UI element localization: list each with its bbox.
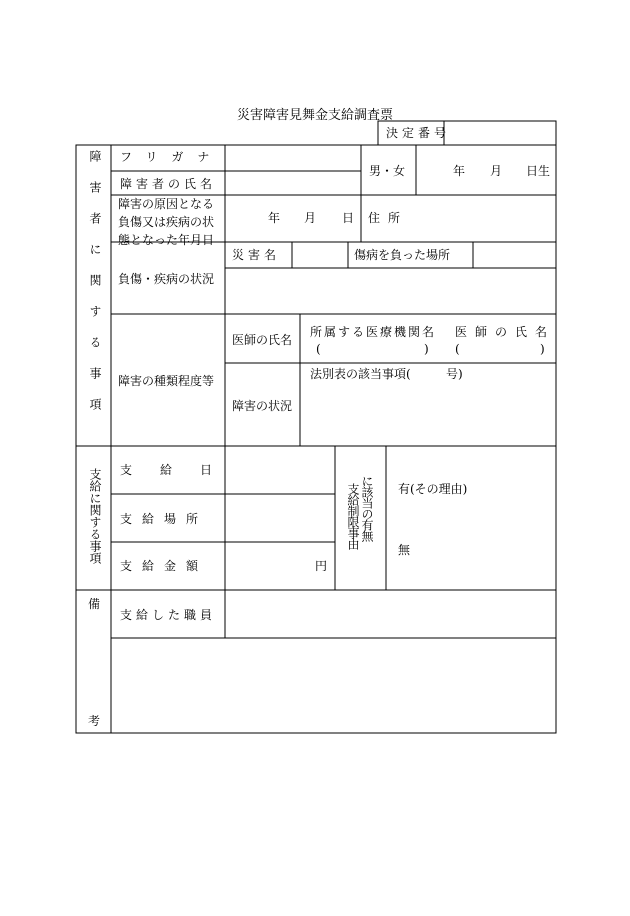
disaster-name-label: 災害名 [232, 248, 281, 262]
doctor-name-label: 医師の氏名 [232, 333, 293, 347]
staff-label: 支給した職員 [120, 608, 217, 622]
remarks-label-top: 備 [88, 597, 101, 611]
restriction-label-a: 支給制限事由 [346, 483, 360, 549]
payment-amount-label: 支給金額 [120, 559, 209, 573]
cause-date-label: 障害の原因となる 負傷又は疾病の状 態となった年月日 [118, 197, 215, 247]
injury-status-label: 負傷・疾病の状況 [118, 272, 215, 286]
hospital-paren-close: ) [424, 342, 429, 356]
form-title: 災害障害見舞金支給調査票 [236, 108, 393, 123]
section-disabled-label: 障害者に関する事項 [88, 150, 102, 429]
doctor-full-label: 医師の氏名 [455, 325, 556, 339]
payment-date-label: 支給日 [120, 463, 241, 477]
address-label: 住所 [368, 211, 409, 225]
hospital-paren-open: ( [316, 342, 321, 356]
disability-status-label: 障害の状況 [232, 399, 293, 413]
cause-year-unit: 年 [268, 211, 281, 225]
restriction-label-b: に該当の有無 [360, 475, 374, 541]
doctor-paren-close: ) [540, 342, 545, 356]
decision-number-label: 決定番号 [386, 126, 451, 140]
hospital-label: 所属する医療機関名 [310, 325, 437, 339]
gender-selector: 男・女 [369, 164, 406, 178]
restriction-yes-reason: 有(その理由) [398, 482, 468, 496]
birth-year-unit: 年 [453, 164, 466, 178]
appendix-suffix: 号) [446, 367, 463, 381]
remarks-label-bottom: 考 [88, 714, 101, 728]
disability-type-label: 障害の種類程度等 [118, 374, 215, 388]
yen-unit: 円 [315, 559, 328, 573]
birth-month-unit: 月 [490, 164, 503, 178]
section-payment-label: 支給に関する事項 [88, 468, 102, 564]
payment-place-label: 支給場所 [120, 512, 209, 526]
cause-day-unit: 日 [342, 211, 355, 225]
furigana-label: フリガナ [120, 150, 224, 164]
restriction-no: 無 [398, 543, 411, 557]
injury-place-label: 傷病を負った場所 [354, 248, 451, 262]
appendix-label: 法別表の該当事項( [310, 367, 411, 381]
birth-day-unit: 日生 [526, 164, 551, 178]
doctor-paren-open: ( [455, 342, 460, 356]
cause-month-unit: 月 [304, 211, 317, 225]
name-label: 障害者の氏名 [120, 177, 217, 191]
